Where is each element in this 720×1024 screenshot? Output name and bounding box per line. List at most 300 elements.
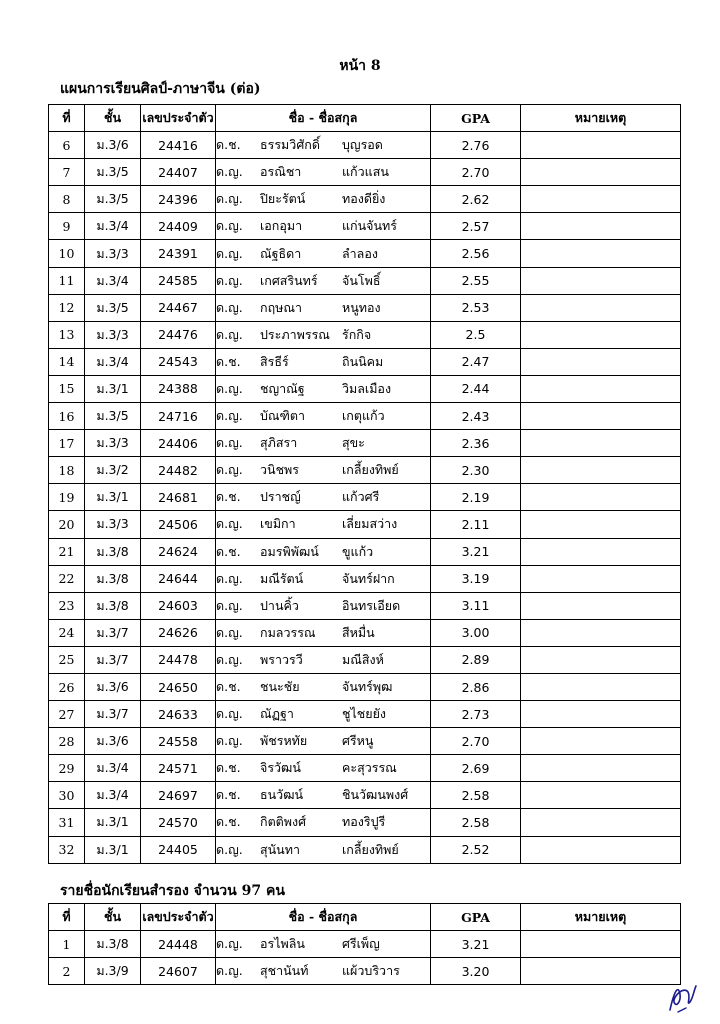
first-name: ปิยะรัตน์ (260, 191, 306, 207)
name-prefix: ด.ญ. (216, 299, 243, 315)
gpa-cell: 2.86 (431, 673, 521, 700)
table-row (49, 728, 681, 755)
first-name: มณีรัตน์ (260, 570, 304, 586)
name-prefix: ด.ช. (216, 353, 241, 369)
gpa-cell: 2.58 (431, 782, 521, 809)
class-cell: ม.3/5 (85, 186, 141, 213)
row-number: 8 (49, 186, 85, 213)
name-prefix: ด.ญ. (216, 272, 243, 288)
header-class: ชั้น (85, 904, 141, 931)
first-name: วนิชพร (260, 462, 300, 478)
last-name: รักกิจ (342, 326, 372, 342)
class-cell: ม.3/6 (85, 728, 141, 755)
gpa-cell: 3.20 (431, 958, 521, 985)
student-id-cell: 24467 (141, 294, 216, 321)
row-number: 28 (49, 728, 85, 755)
row-number: 21 (49, 538, 85, 565)
last-name: ศรีเพ็ญ (342, 936, 380, 952)
student-id-cell: 24571 (141, 755, 216, 782)
name-prefix: ด.ช. (216, 760, 241, 776)
student-id-cell: 24607 (141, 958, 216, 985)
gpa-cell: 2.89 (431, 646, 521, 673)
class-cell: ม.3/4 (85, 755, 141, 782)
student-id-cell: 24391 (141, 240, 216, 267)
note-cell (521, 213, 681, 240)
note-cell (521, 348, 681, 375)
note-cell (521, 484, 681, 511)
note-cell (521, 958, 681, 985)
class-cell: ม.3/9 (85, 958, 141, 985)
first-name: กิตติพงศ์ (260, 814, 307, 830)
row-number: 15 (49, 375, 85, 402)
table-row (49, 646, 681, 673)
header-no: ที่ (49, 904, 85, 931)
row-number: 32 (49, 836, 85, 863)
section-title-art-chinese: แผนการเรียนศิลป์-ภาษาจีน (ต่อ) (60, 81, 261, 97)
first-name: พัชรหทัย (260, 733, 308, 749)
row-number: 29 (49, 755, 85, 782)
table-row (49, 457, 681, 484)
header-gpa: GPA (431, 904, 521, 931)
student-id-cell: 24644 (141, 565, 216, 592)
row-number: 30 (49, 782, 85, 809)
name-prefix: ด.ช. (216, 543, 241, 559)
last-name: ชินวัฒนพงศ์ (342, 787, 409, 803)
class-cell: ม.3/5 (85, 294, 141, 321)
last-name: ชูไชยยัง (342, 706, 387, 722)
student-id-cell: 24416 (141, 132, 216, 159)
header-class: ชั้น (85, 105, 141, 132)
full-name-cell (216, 375, 431, 402)
last-name: ถินนิคม (342, 353, 384, 369)
row-number: 2 (49, 958, 85, 985)
row-number: 14 (49, 348, 85, 375)
table-row (49, 538, 681, 565)
note-cell (521, 403, 681, 430)
row-number: 11 (49, 267, 85, 294)
full-name-cell (216, 728, 431, 755)
table-row (49, 348, 681, 375)
last-name: เกลี้ยงทิพย์ (342, 462, 399, 478)
note-cell (521, 430, 681, 457)
name-prefix: ด.ช. (216, 137, 241, 153)
row-number: 16 (49, 403, 85, 430)
student-id-cell: 24585 (141, 267, 216, 294)
table-row (49, 701, 681, 728)
full-name-cell (216, 592, 431, 619)
last-name: จันโพธิ์ (342, 272, 381, 288)
note-cell (521, 240, 681, 267)
full-name-cell (216, 484, 431, 511)
table-row (49, 294, 681, 321)
class-cell: ม.3/7 (85, 646, 141, 673)
class-cell: ม.3/1 (85, 375, 141, 402)
name-prefix: ด.ญ. (216, 624, 243, 640)
class-cell: ม.3/3 (85, 430, 141, 457)
first-name: สิรธีร์ (260, 353, 289, 369)
gpa-cell: 3.11 (431, 592, 521, 619)
first-name: สุนันทา (260, 841, 300, 857)
note-cell (521, 565, 681, 592)
table-row (49, 375, 681, 402)
full-name-cell (216, 565, 431, 592)
last-name: มณีสิงห์ (342, 651, 384, 667)
row-number: 24 (49, 619, 85, 646)
row-number: 17 (49, 430, 85, 457)
last-name: หนูทอง (342, 299, 381, 315)
name-prefix: ด.ช. (216, 814, 241, 830)
gpa-cell: 2.47 (431, 348, 521, 375)
class-cell: ม.3/4 (85, 348, 141, 375)
header-gpa: GPA (431, 105, 521, 132)
class-cell: ม.3/2 (85, 457, 141, 484)
note-cell (521, 836, 681, 863)
name-prefix: ด.ญ. (216, 516, 243, 532)
full-name-cell (216, 931, 431, 958)
table-row (49, 619, 681, 646)
gpa-cell: 2.52 (431, 836, 521, 863)
class-cell: ม.3/4 (85, 213, 141, 240)
first-name: ธรรมวิศักดิ์ (260, 137, 320, 153)
table-row (49, 755, 681, 782)
full-name-cell (216, 701, 431, 728)
first-name: ชญาณัฐ (260, 380, 305, 396)
first-name: กฤษณา (260, 299, 302, 315)
first-name: ชนะชัย (260, 679, 300, 695)
name-prefix: ด.ช. (216, 489, 241, 505)
note-cell (521, 673, 681, 700)
first-name: ณัฏฐา (260, 706, 294, 722)
gpa-cell: 2.69 (431, 755, 521, 782)
name-prefix: ด.ญ. (216, 380, 243, 396)
row-number: 23 (49, 592, 85, 619)
name-prefix: ด.ญ. (216, 597, 243, 613)
note-cell (521, 321, 681, 348)
full-name-cell (216, 403, 431, 430)
table-row (49, 267, 681, 294)
full-name-cell (216, 294, 431, 321)
last-name: ลำลอง (342, 245, 378, 261)
page-number: หน้า 8 (339, 58, 381, 74)
last-name: เกตุแก้ว (342, 408, 385, 424)
last-name: แก่นจันทร์ (342, 218, 397, 234)
full-name-cell (216, 348, 431, 375)
student-id-cell: 24407 (141, 159, 216, 186)
full-name-cell (216, 619, 431, 646)
first-name: กมลวรรณ (260, 624, 316, 640)
class-cell: ม.3/1 (85, 836, 141, 863)
last-name: ทองริปูรี (342, 814, 386, 830)
name-prefix: ด.ญ. (216, 408, 243, 424)
table-row (49, 782, 681, 809)
note-cell (521, 159, 681, 186)
gpa-cell: 2.56 (431, 240, 521, 267)
class-cell: ม.3/3 (85, 511, 141, 538)
gpa-cell: 2.11 (431, 511, 521, 538)
student-id-cell: 24697 (141, 782, 216, 809)
gpa-cell: 3.21 (431, 931, 521, 958)
student-id-cell: 24681 (141, 484, 216, 511)
full-name-cell (216, 159, 431, 186)
first-name: เขมิกา (260, 516, 296, 532)
first-name: พราวรวี (260, 651, 303, 667)
table-row (49, 240, 681, 267)
name-prefix: ด.ญ. (216, 733, 243, 749)
table-row (49, 931, 681, 958)
note-cell (521, 701, 681, 728)
name-prefix: ด.ญ. (216, 651, 243, 667)
first-name: ปราชญ์ (260, 489, 301, 505)
first-name: บัณฑิตา (260, 408, 306, 424)
name-prefix: ด.ญ. (216, 245, 243, 261)
table-row (49, 132, 681, 159)
name-prefix: ด.ช. (216, 787, 241, 803)
first-name: ธนวัฒน์ (260, 787, 304, 803)
last-name: แก้วแสน (342, 164, 389, 180)
name-prefix: ด.ญ. (216, 435, 243, 451)
row-number: 18 (49, 457, 85, 484)
table-row (49, 403, 681, 430)
row-number: 10 (49, 240, 85, 267)
table-row (49, 836, 681, 863)
full-name-cell (216, 457, 431, 484)
first-name: อรณิชา (260, 164, 302, 180)
note-cell (521, 186, 681, 213)
table-row (49, 958, 681, 985)
student-id-cell: 24543 (141, 348, 216, 375)
last-name: บุญรอด (342, 137, 383, 153)
full-name-cell (216, 267, 431, 294)
student-id-cell: 24624 (141, 538, 216, 565)
table-row (49, 213, 681, 240)
table-row (49, 484, 681, 511)
first-name: อมรพิพัฒน์ (260, 543, 319, 559)
first-name: เกศสรินทร์ (260, 272, 318, 288)
table-row (49, 511, 681, 538)
row-number: 6 (49, 132, 85, 159)
full-name-cell (216, 511, 431, 538)
full-name-cell (216, 186, 431, 213)
gpa-cell: 2.62 (431, 186, 521, 213)
note-cell (521, 267, 681, 294)
note-cell (521, 538, 681, 565)
gpa-cell: 2.73 (431, 701, 521, 728)
first-name: ณัฐธิดา (260, 245, 302, 261)
student-id-cell: 24406 (141, 430, 216, 457)
table-row (49, 430, 681, 457)
student-id-cell: 24650 (141, 673, 216, 700)
last-name: จันทร์ฝาก (342, 570, 395, 586)
class-cell: ม.3/8 (85, 565, 141, 592)
class-cell: ม.3/8 (85, 592, 141, 619)
name-prefix: ด.ญ. (216, 841, 243, 857)
gpa-cell: 2.44 (431, 375, 521, 402)
student-id-cell: 24716 (141, 403, 216, 430)
last-name: ศรีหนู (342, 733, 374, 749)
table-row (49, 159, 681, 186)
gpa-cell: 2.58 (431, 809, 521, 836)
row-number: 1 (49, 931, 85, 958)
class-cell: ม.3/4 (85, 267, 141, 294)
full-name-cell (216, 782, 431, 809)
row-number: 22 (49, 565, 85, 592)
name-prefix: ด.ญ. (216, 326, 243, 342)
note-cell (521, 809, 681, 836)
student-id-cell: 24405 (141, 836, 216, 863)
student-id-cell: 24448 (141, 931, 216, 958)
name-prefix: ด.ญ. (216, 963, 243, 979)
note-cell (521, 132, 681, 159)
name-prefix: ด.ญ. (216, 570, 243, 586)
first-name: ปานคิ้ว (260, 597, 299, 613)
note-cell (521, 511, 681, 538)
name-prefix: ด.ญ. (216, 191, 243, 207)
gpa-cell: 2.70 (431, 159, 521, 186)
class-cell: ม.3/8 (85, 538, 141, 565)
last-name: ทองดียิ่ง (342, 191, 386, 207)
table-row (49, 186, 681, 213)
class-cell: ม.3/7 (85, 619, 141, 646)
student-id-cell: 24478 (141, 646, 216, 673)
row-number: 9 (49, 213, 85, 240)
gpa-cell: 2.70 (431, 728, 521, 755)
class-cell: ม.3/3 (85, 240, 141, 267)
note-cell (521, 931, 681, 958)
full-name-cell (216, 646, 431, 673)
gpa-cell: 2.55 (431, 267, 521, 294)
student-ranking-table (48, 104, 681, 864)
first-name: เอกอุมา (260, 218, 303, 234)
row-number: 31 (49, 809, 85, 836)
row-number: 26 (49, 673, 85, 700)
name-prefix: ด.ช. (216, 679, 241, 695)
full-name-cell (216, 958, 431, 985)
row-number: 20 (49, 511, 85, 538)
header-note: หมายเหตุ (521, 904, 681, 931)
student-id-cell: 24409 (141, 213, 216, 240)
note-cell (521, 294, 681, 321)
last-name: ขูแก้ว (342, 543, 374, 559)
full-name-cell (216, 836, 431, 863)
table-row (49, 592, 681, 619)
last-name: แก้วศรี (342, 489, 380, 505)
student-id-cell: 24476 (141, 321, 216, 348)
student-id-cell: 24506 (141, 511, 216, 538)
full-name-cell (216, 213, 431, 240)
gpa-cell: 2.43 (431, 403, 521, 430)
row-number: 25 (49, 646, 85, 673)
table-row (49, 565, 681, 592)
gpa-cell: 2.57 (431, 213, 521, 240)
table-row (49, 321, 681, 348)
student-id-cell: 24388 (141, 375, 216, 402)
note-cell (521, 375, 681, 402)
full-name-cell (216, 132, 431, 159)
student-id-cell: 24558 (141, 728, 216, 755)
class-cell: ม.3/5 (85, 403, 141, 430)
full-name-cell (216, 538, 431, 565)
class-cell: ม.3/6 (85, 132, 141, 159)
table-row (49, 809, 681, 836)
first-name: สุชานันท์ (260, 963, 309, 979)
first-name: ประภาพรรณ (260, 326, 330, 342)
note-cell (521, 728, 681, 755)
table-header-row (49, 105, 681, 132)
name-prefix: ด.ญ. (216, 936, 243, 952)
gpa-cell: 3.00 (431, 619, 521, 646)
student-id-cell: 24603 (141, 592, 216, 619)
first-name: อรไพลิน (260, 936, 305, 952)
last-name: เกลี้ยงทิพย์ (342, 841, 399, 857)
note-cell (521, 457, 681, 484)
row-number: 19 (49, 484, 85, 511)
header-no: ที่ (49, 105, 85, 132)
header-student-id: เลขประจำตัว (141, 904, 216, 931)
name-prefix: ด.ญ. (216, 164, 243, 180)
student-id-cell: 24633 (141, 701, 216, 728)
row-number: 7 (49, 159, 85, 186)
gpa-cell: 3.21 (431, 538, 521, 565)
class-cell: ม.3/6 (85, 673, 141, 700)
gpa-cell: 2.76 (431, 132, 521, 159)
note-cell (521, 782, 681, 809)
full-name-cell (216, 430, 431, 457)
class-cell: ม.3/1 (85, 484, 141, 511)
section-title-reserve: รายชื่อนักเรียนสำรอง จำนวน 97 คน (60, 883, 285, 899)
gpa-cell: 2.30 (431, 457, 521, 484)
handwritten-signature (664, 972, 700, 1016)
note-cell (521, 592, 681, 619)
name-prefix: ด.ญ. (216, 218, 243, 234)
row-number: 13 (49, 321, 85, 348)
gpa-cell: 2.5 (431, 321, 521, 348)
student-id-cell: 24482 (141, 457, 216, 484)
student-id-cell: 24570 (141, 809, 216, 836)
last-name: สีหมื่น (342, 624, 375, 640)
student-id-cell: 24396 (141, 186, 216, 213)
class-cell: ม.3/1 (85, 809, 141, 836)
last-name: วิมลเมือง (342, 380, 392, 396)
full-name-cell (216, 673, 431, 700)
gpa-cell: 2.53 (431, 294, 521, 321)
class-cell: ม.3/8 (85, 931, 141, 958)
last-name: เลี่ยมสว่าง (342, 516, 398, 532)
name-prefix: ด.ญ. (216, 462, 243, 478)
table-row (49, 673, 681, 700)
row-number: 27 (49, 701, 85, 728)
full-name-cell (216, 240, 431, 267)
header-note: หมายเหตุ (521, 105, 681, 132)
note-cell (521, 646, 681, 673)
class-cell: ม.3/5 (85, 159, 141, 186)
reserve-student-table (48, 903, 681, 985)
class-cell: ม.3/7 (85, 701, 141, 728)
gpa-cell: 3.19 (431, 565, 521, 592)
last-name: สุขะ (342, 435, 365, 451)
name-prefix: ด.ญ. (216, 706, 243, 722)
header-student-id: เลขประจำตัว (141, 105, 216, 132)
full-name-cell (216, 321, 431, 348)
note-cell (521, 619, 681, 646)
first-name: สุภิสรา (260, 435, 298, 451)
row-number: 12 (49, 294, 85, 321)
last-name: จันทร์พุฒ (342, 679, 393, 695)
note-cell (521, 755, 681, 782)
class-cell: ม.3/4 (85, 782, 141, 809)
header-full-name: ชื่อ - ชื่อสกุล (216, 105, 431, 132)
full-name-cell (216, 809, 431, 836)
last-name: คะสุวรรณ (342, 760, 397, 776)
